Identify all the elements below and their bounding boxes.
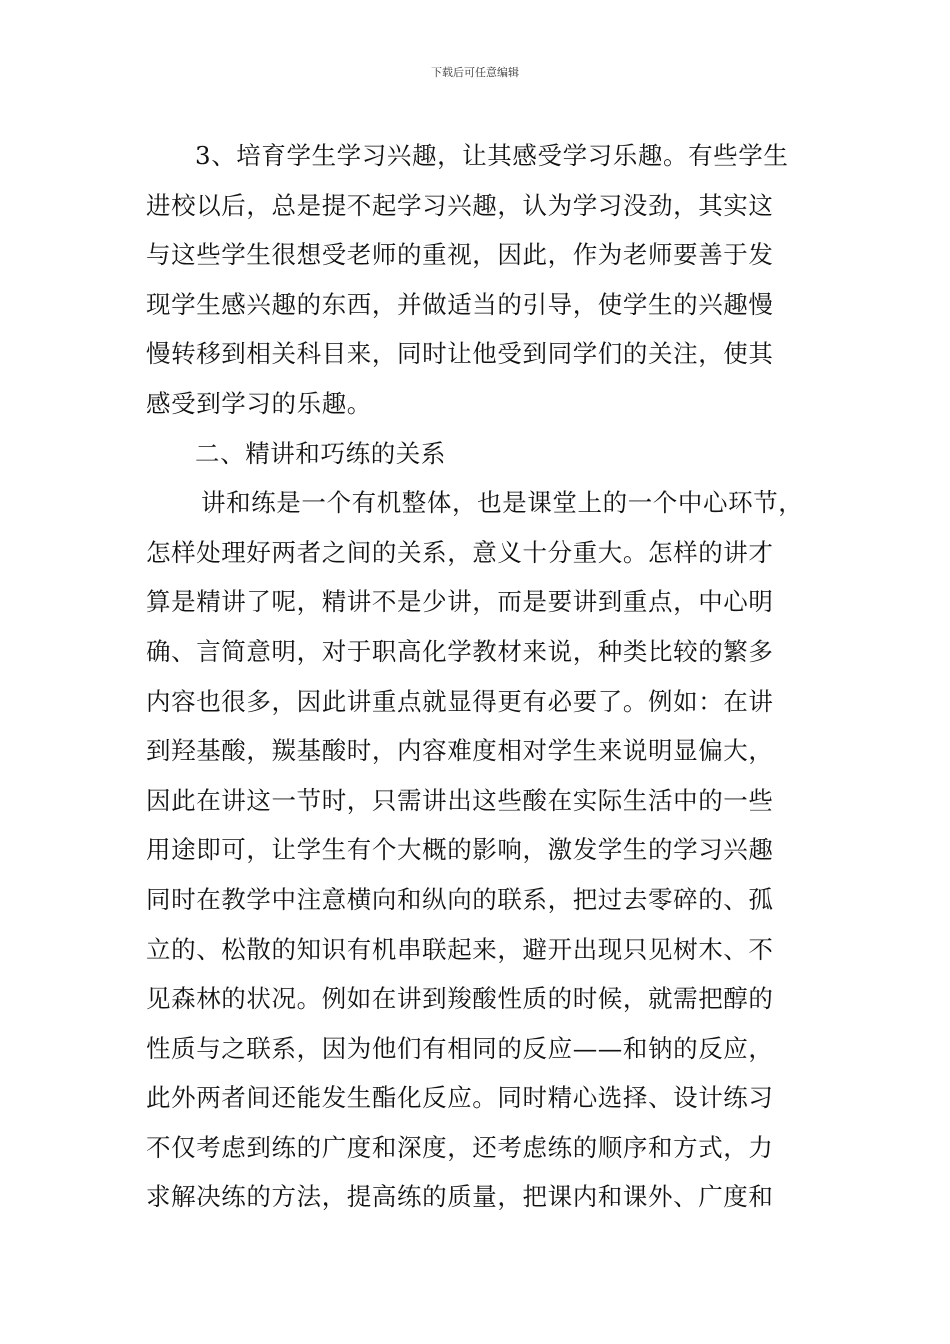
text-line: 性质与之联系，因为他们有相同的反应——和钠的反应， — [146, 1033, 774, 1063]
text-line: 怎样处理好两者之间的关系，意义十分重大。怎样的讲才 — [146, 537, 774, 567]
page-header: 下载后可任意编辑 — [431, 66, 519, 79]
text-line: 求解决练的方法，提高练的质量，把课内和课外、广度和 — [146, 1182, 774, 1212]
text-line: 到羟基酸，羰基酸时，内容难度相对学生来说明显偏大， — [146, 736, 774, 766]
text-line: 讲和练是一个有机整体，也是课堂上的一个中心环节， — [201, 488, 804, 518]
text-line: 同时在教学中注意横向和纵向的联系，把过去零碎的、孤 — [146, 884, 774, 914]
text-line: 进校以后，总是提不起学习兴趣，认为学习没劲，其实这 — [146, 190, 774, 220]
text-line: 现学生感兴趣的东西，并做适当的引导，使学生的兴趣慢 — [146, 289, 774, 319]
text-line: 算是精讲了呢，精讲不是少讲，而是要讲到重点，中心明 — [146, 587, 774, 617]
section-heading: 二、精讲和巧练的关系 — [195, 438, 446, 468]
text-line: 与这些学生很想受老师的重视，因此，作为老师要善于发 — [146, 240, 774, 270]
text-line: 不仅考虑到练的广度和深度，还考虑练的顺序和方式，力 — [146, 1132, 774, 1162]
text-line: 慢转移到相关科目来，同时让他受到同学们的关注，使其 — [146, 339, 774, 369]
text-line: 用途即可，让学生有个大概的影响，激发学生的学习兴趣 — [146, 835, 774, 865]
text-line: 内容也很多，因此讲重点就显得更有必要了。例如：在讲 — [146, 686, 774, 716]
document-body — [146, 131, 826, 1222]
text-line: 此外两者间还能发生酯化反应。同时精心选择、设计练习 — [146, 1083, 774, 1113]
paragraph-2 — [146, 478, 826, 1222]
text-line: 感受到学习的乐趣。 — [146, 388, 372, 418]
paragraph-1 — [146, 131, 826, 429]
text-line: 3、培育学生学习兴趣，让其感受学习乐趣。有些学生 — [195, 141, 789, 170]
text-line: 见森林的状况。例如在讲到羧酸性质的时候，就需把醇的 — [146, 984, 774, 1014]
text-line: 因此在讲这一节时，只需讲出这些酸在实际生活中的一些 — [146, 785, 774, 815]
text-line: 立的、松散的知识有机串联起来，避开出现只见树木、不 — [146, 934, 774, 964]
text-line: 确、言简意明，对于职高化学教材来说，种类比较的繁多 — [146, 636, 774, 666]
